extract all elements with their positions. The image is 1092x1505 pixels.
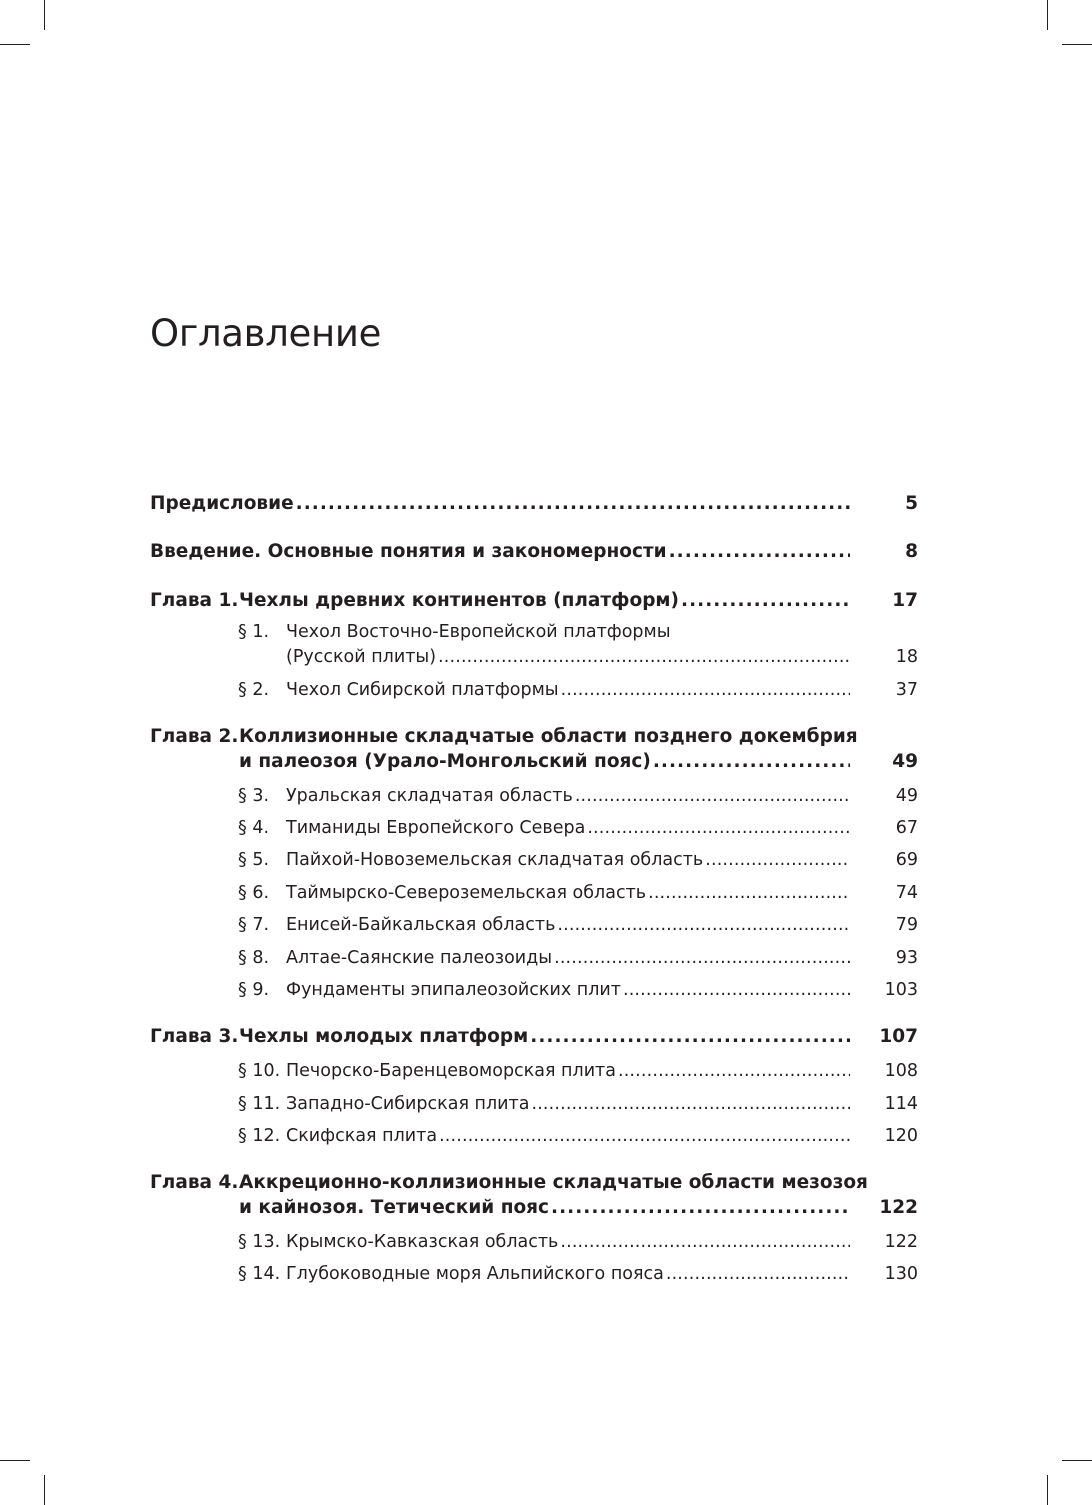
crop-mark xyxy=(1062,44,1092,45)
crop-mark xyxy=(1062,1460,1092,1461)
section-label: § 11. xyxy=(238,1094,281,1114)
chapter-label: Глава 1. xyxy=(150,590,239,611)
section-label: § 9. xyxy=(238,980,270,1000)
toc-section-entry[interactable] xyxy=(150,1229,918,1255)
toc-section-entry[interactable] xyxy=(150,677,918,703)
chapter-label: Глава 2. xyxy=(150,726,239,747)
entry-title: Пайхой-Новоземельская складчатая область xyxy=(286,850,704,870)
page-number: 103 xyxy=(884,980,918,1000)
toc-section-entry[interactable] xyxy=(150,1091,918,1117)
entry-title: (Русской плиты) xyxy=(286,647,437,667)
page-number: 130 xyxy=(884,1264,918,1284)
toc-section-entry[interactable] xyxy=(150,945,918,971)
entry-title: Чехол Сибирской платформы xyxy=(286,680,559,700)
page-number: 122 xyxy=(884,1232,918,1252)
leader-dots xyxy=(623,977,850,1003)
leader-dots xyxy=(561,677,850,703)
entry-title: Таймырско-Североземельская область xyxy=(286,883,647,903)
toc-chapter-entry[interactable] xyxy=(150,539,918,565)
section-label: § 13. xyxy=(238,1232,281,1252)
toc-section-entry[interactable] xyxy=(150,1261,918,1287)
section-label: § 3. xyxy=(238,786,270,806)
toc-chapter-entry[interactable] xyxy=(150,726,918,775)
toc-section-entry[interactable] xyxy=(150,1123,918,1149)
leader-dots xyxy=(669,539,850,565)
toc-section-entry[interactable] xyxy=(150,847,918,873)
entry-title: Крымско-Кавказская область xyxy=(286,1232,559,1252)
toc-section-entry[interactable] xyxy=(150,912,918,938)
entry-title: Введение. Основные понятия и закономерности xyxy=(150,541,667,562)
crop-mark xyxy=(44,0,45,30)
crop-mark xyxy=(44,1475,45,1505)
entry-title: Чехлы молодых платформ xyxy=(239,1026,529,1047)
leader-dots xyxy=(560,1229,850,1255)
leader-dots xyxy=(530,1024,850,1050)
page-number: 37 xyxy=(895,680,918,700)
toc-section-entry[interactable] xyxy=(150,977,918,1003)
page-number: 74 xyxy=(895,883,918,903)
section-label: § 1. xyxy=(238,622,270,642)
page-number: 49 xyxy=(892,751,918,772)
entry-title: Уральская складчатая область xyxy=(286,786,573,806)
page-number: 17 xyxy=(892,590,918,611)
page-number: 108 xyxy=(884,1061,918,1081)
crop-mark xyxy=(1047,0,1048,30)
crop-mark xyxy=(1047,1475,1048,1505)
page-number: 93 xyxy=(895,948,918,968)
page-number: 8 xyxy=(905,541,918,562)
leader-dots xyxy=(648,880,850,906)
page-number: 67 xyxy=(895,818,918,838)
page-number: 18 xyxy=(895,647,918,667)
leader-dots xyxy=(618,1058,850,1084)
leader-dots xyxy=(575,783,850,809)
section-label: § 7. xyxy=(238,915,270,935)
toc-section-entry[interactable] xyxy=(150,622,918,670)
toc-section-entry[interactable] xyxy=(150,880,918,906)
section-label: § 6. xyxy=(238,883,270,903)
page-number: 122 xyxy=(879,1197,918,1218)
entry-title-line: Коллизионные складчатые области позднего докембрия xyxy=(239,726,858,747)
entry-title: Фундаменты эпипалеозойских плит xyxy=(286,980,621,1000)
section-label: § 12. xyxy=(238,1126,281,1146)
toc-chapter-entry[interactable] xyxy=(150,1024,918,1050)
leader-dots xyxy=(557,912,850,938)
leader-dots xyxy=(681,588,850,614)
toc-chapter-entry[interactable] xyxy=(150,1172,918,1221)
entry-title: Алтае-Саянские палеозоиды xyxy=(286,948,553,968)
crop-mark xyxy=(0,1460,30,1461)
leader-dots xyxy=(438,644,850,670)
chapter-label: Глава 4. xyxy=(150,1172,239,1193)
entry-title: Енисей-Байкальская область xyxy=(286,915,556,935)
toc-chapter-entry[interactable] xyxy=(150,588,918,614)
toc-section-entry[interactable] xyxy=(150,815,918,841)
toc-section-entry[interactable] xyxy=(150,1058,918,1084)
page-number: 5 xyxy=(905,493,918,514)
page-number: 79 xyxy=(895,915,918,935)
leader-dots xyxy=(705,847,850,873)
section-label: § 8. xyxy=(238,948,270,968)
entry-title: Печорско-Баренцевоморская плита xyxy=(286,1061,616,1081)
section-label: § 10. xyxy=(238,1061,281,1081)
entry-title-line: Чехол Восточно-Европейской платформы xyxy=(286,622,671,642)
section-label: § 5. xyxy=(238,850,270,870)
leader-dots xyxy=(666,1261,850,1287)
entry-title: и кайнозоя. Тетический пояс xyxy=(239,1197,550,1218)
chapter-label: Глава 3. xyxy=(150,1026,239,1047)
page-number: 107 xyxy=(879,1026,918,1047)
leader-dots xyxy=(531,1091,850,1117)
entry-title: Скифская плита xyxy=(286,1126,438,1146)
page-number: 69 xyxy=(895,850,918,870)
section-label: § 2. xyxy=(238,680,270,700)
leader-dots xyxy=(439,1123,850,1149)
section-label: § 14. xyxy=(238,1264,281,1284)
entry-title: и палеозоя (Урало-Монгольский пояс) xyxy=(239,751,651,772)
entry-title: Чехлы древних континентов (платформ) xyxy=(239,590,680,611)
entry-title: Западно-Сибирская плита xyxy=(286,1094,530,1114)
leader-dots xyxy=(296,491,850,517)
crop-mark xyxy=(0,44,30,45)
page-number: 120 xyxy=(884,1126,918,1146)
leader-dots xyxy=(554,945,850,971)
leader-dots xyxy=(587,815,850,841)
entry-title: Глубоководные моря Альпийского пояса xyxy=(286,1264,664,1284)
entry-title: Тиманиды Европейского Севера xyxy=(286,818,586,838)
toc-section-entry[interactable] xyxy=(150,783,918,809)
entry-title: Предисловие xyxy=(150,493,294,514)
leader-dots xyxy=(653,749,850,775)
section-label: § 4. xyxy=(238,818,270,838)
toc-chapter-entry[interactable] xyxy=(150,491,918,517)
page-number: 49 xyxy=(895,786,918,806)
page-title: Оглавление xyxy=(150,312,382,355)
page-number: 114 xyxy=(884,1094,918,1114)
leader-dots xyxy=(551,1195,850,1221)
entry-title-line: Аккреционно-коллизионные складчатые области мезозоя xyxy=(239,1172,868,1193)
